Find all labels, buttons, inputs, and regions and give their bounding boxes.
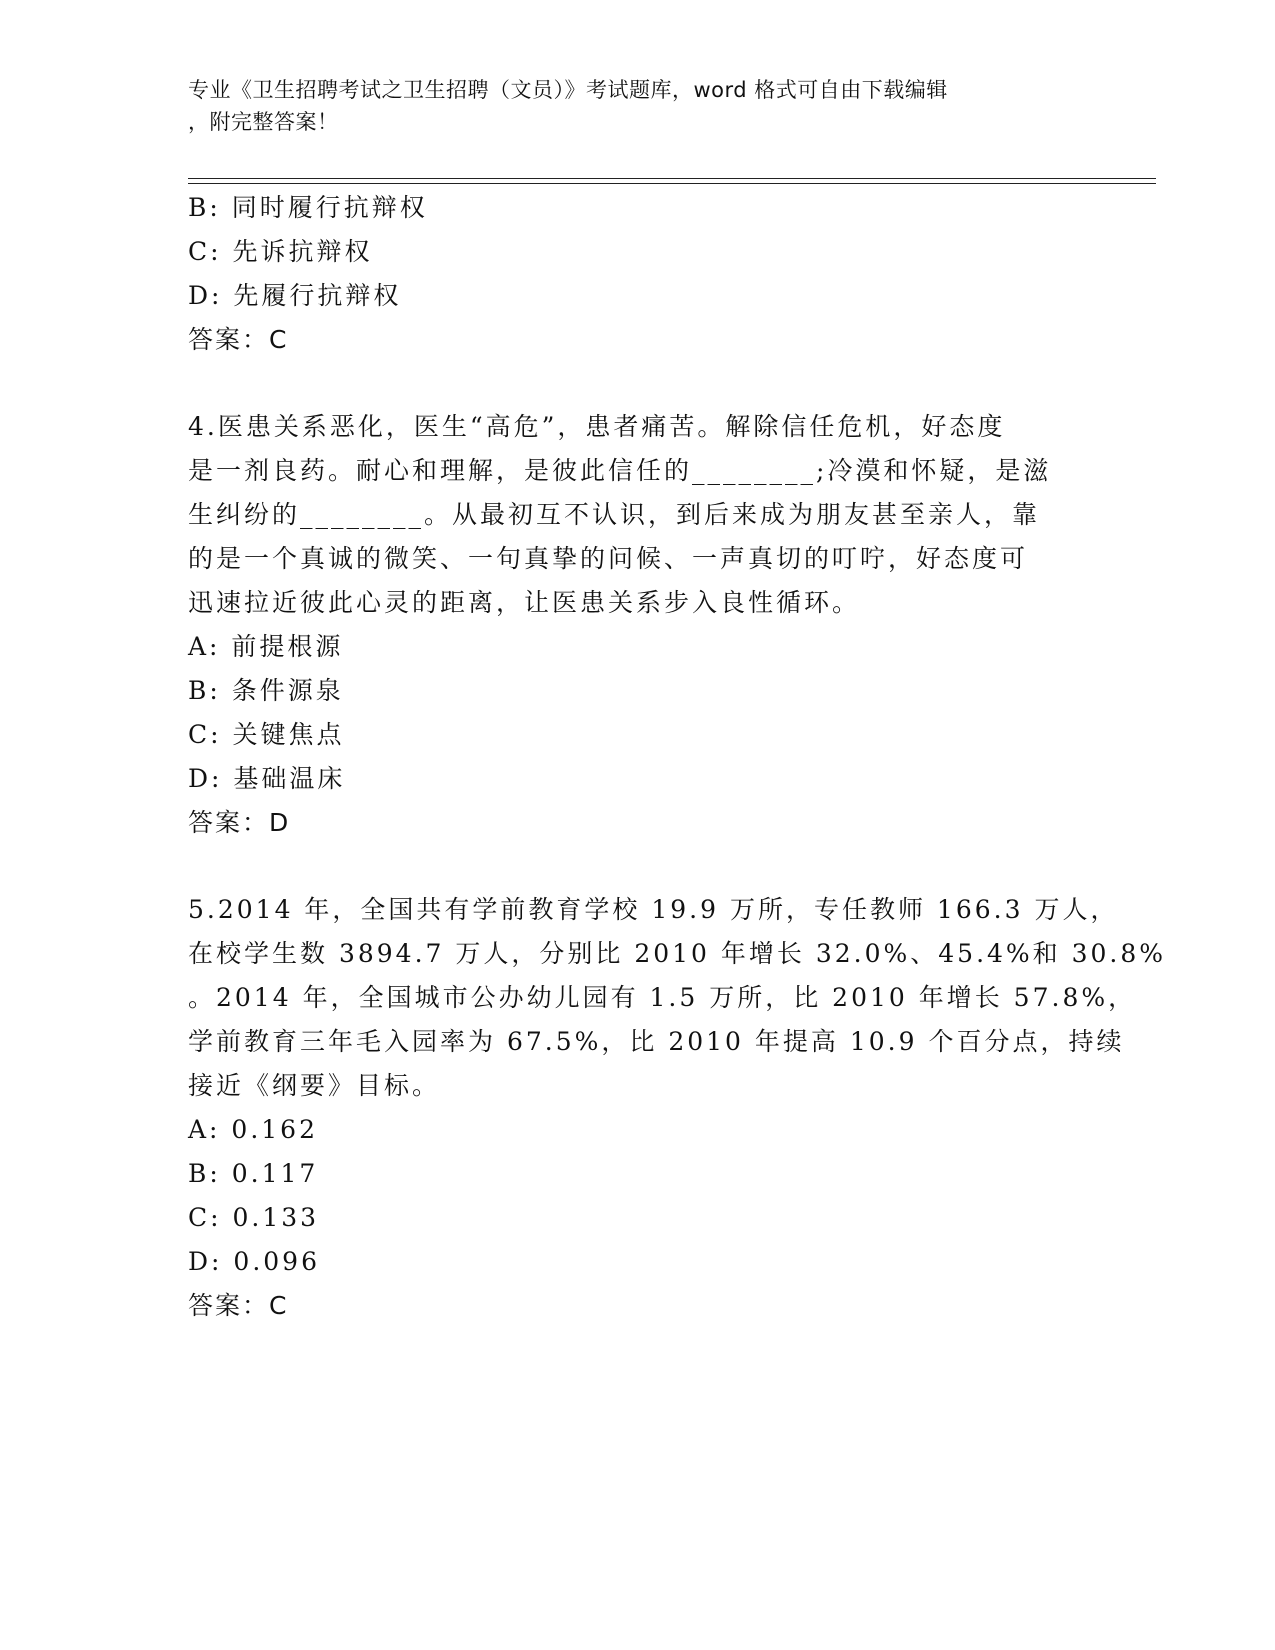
q3-answer: 答案：C xyxy=(188,325,289,354)
q5-stem-line: 在校学生数 3894.7 万人，分别比 2010 年增长 32.0%、45.4%和 30.8% xyxy=(188,939,1167,968)
q5-option-b: B: 0.117 xyxy=(188,1159,319,1188)
q4-option-c: C: 关键焦点 xyxy=(188,720,345,749)
q5-stem-line: 。2014 年，全国城市公办幼儿园有 1.5 万所，比 2010 年增长 57.8%， xyxy=(188,983,1137,1012)
q5-option-c: C: 0.133 xyxy=(188,1203,320,1232)
document-header xyxy=(188,74,1088,138)
q4-option-b: B: 条件源泉 xyxy=(188,676,344,705)
q4-option-d: D: 基础温床 xyxy=(188,764,346,793)
q4-stem-line: 生纠纷的________。从最初互不认识，到后来成为朋友甚至亲人，靠 xyxy=(188,500,1041,529)
q4-stem-line: 迅速拉近彼此心灵的距离，让医患关系步入良性循环。 xyxy=(188,588,861,617)
q5-option-d: D: 0.096 xyxy=(188,1247,320,1276)
q5-stem-line: 学前教育三年毛入园率为 67.5%，比 2010 年提高 10.9 个百分点，持续 xyxy=(188,1027,1125,1056)
q4-answer: 答案：D xyxy=(188,808,291,837)
q4-stem-line: 4.医患关系恶化，医生“高危”，患者痛苦。解除信任危机，好态度 xyxy=(188,412,1006,441)
header-divider-bottom xyxy=(188,183,1156,184)
q4-stem-line: 是一剂良药。耐心和理解，是彼此信任的________;冷漠和怀疑，是滋 xyxy=(188,456,1052,485)
header-divider-top xyxy=(188,178,1156,179)
q5-stem-line: 接近《纲要》目标。 xyxy=(188,1071,441,1100)
q3-option-c: C: 先诉抗辩权 xyxy=(188,237,373,266)
q3-option-b: B: 同时履行抗辩权 xyxy=(188,193,428,222)
q5-stem-line: 5.2014 年，全国共有学前教育学校 19.9 万所，专任教师 166.3 万人， xyxy=(188,895,1119,924)
q4-stem-line: 的是一个真诚的微笑、一句真挚的问候、一声真切的叮咛，好态度可 xyxy=(188,544,1029,573)
q5-option-a: A: 0.162 xyxy=(188,1115,318,1144)
header-line-1: 专业《卫生招聘考试之卫生招聘（文员）》考试题库，word 格式可自由下载编辑 xyxy=(188,78,948,102)
header-line-2: ，附完整答案！ xyxy=(188,110,339,134)
q5-answer: 答案：C xyxy=(188,1291,289,1320)
q3-option-d: D: 先履行抗辩权 xyxy=(188,281,402,310)
q4-option-a: A: 前提根源 xyxy=(188,632,344,661)
